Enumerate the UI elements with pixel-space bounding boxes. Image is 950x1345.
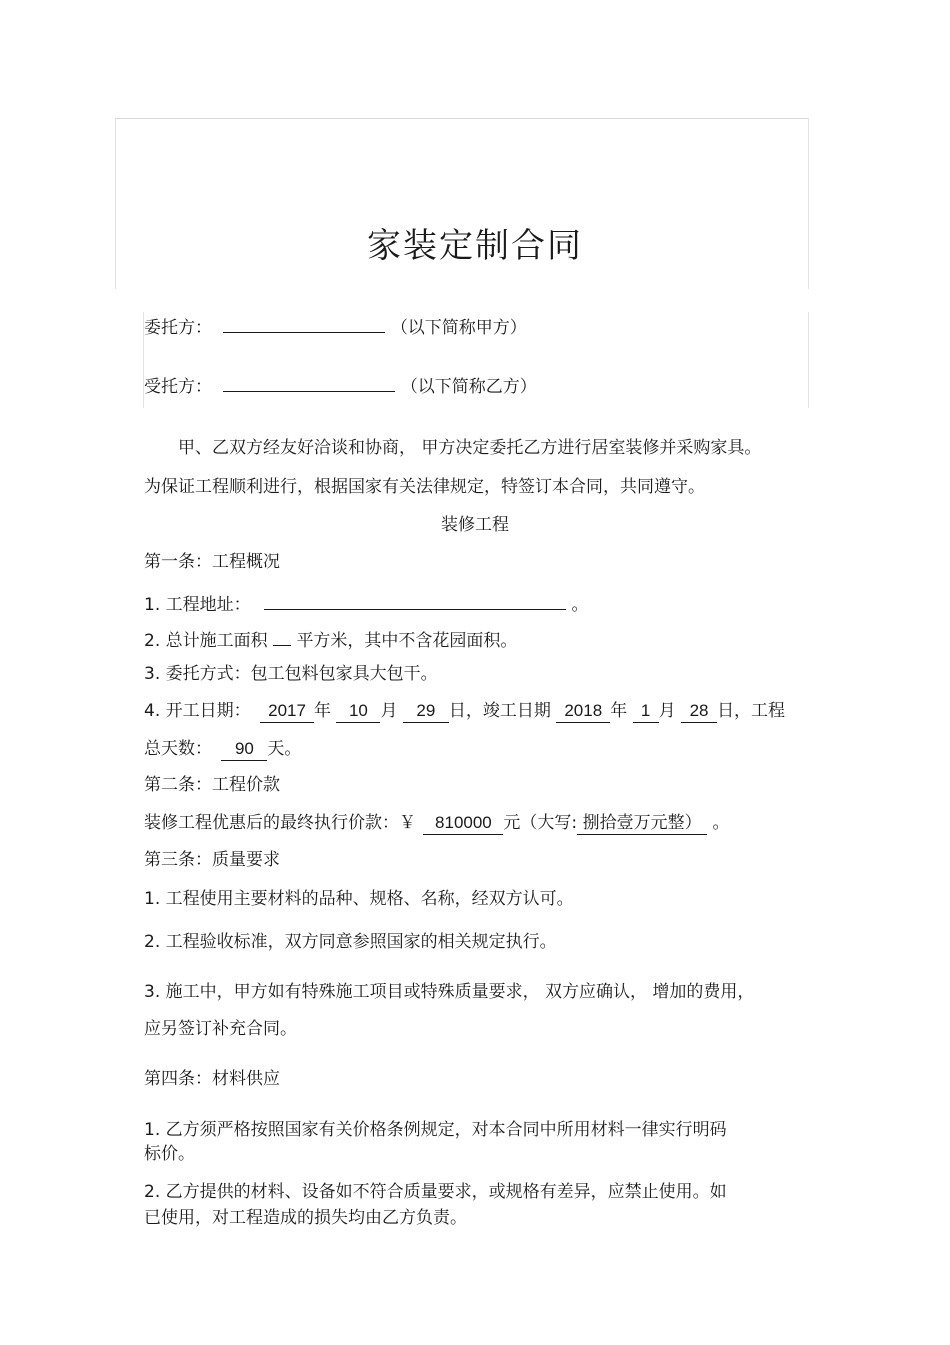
client-suffix: （以下简称甲方）: [390, 318, 527, 338]
end-tail: 日，工程: [717, 701, 786, 721]
article-3-item-2: 2. 工程验收标准，双方同意参照国家的相关规定执行。: [144, 932, 557, 952]
contractor-suffix: （以下简称乙方）: [400, 377, 537, 397]
start-year-field[interactable]: 2017: [260, 700, 314, 723]
end-month-char: 月: [658, 701, 676, 721]
article-1-item-2: [144, 625, 517, 653]
start-year-char: 年: [314, 701, 332, 721]
total-days-unit: 天。: [267, 739, 302, 759]
page-title: 家装定制合同: [367, 226, 583, 266]
end-month-field[interactable]: 1: [633, 700, 659, 723]
start-month-field[interactable]: 10: [336, 700, 380, 723]
end-year-field[interactable]: 2018: [556, 700, 610, 723]
price-words-field[interactable]: 捌拾壹万元整）: [577, 812, 707, 835]
start-day-field[interactable]: 29: [403, 700, 449, 723]
contractor-label: 受托方：: [144, 377, 212, 397]
article-1-item-3: 3. 委托方式：包工包料包家具大包干。: [144, 664, 438, 684]
address-label: 1. 工程地址：: [144, 595, 251, 615]
price-line: [144, 811, 730, 835]
article-1-item-4: [144, 699, 785, 723]
client-line: [144, 312, 527, 340]
end-year-char: 年: [610, 701, 628, 721]
article-3-item-3-line-2: 应另签订补充合同。: [144, 1019, 297, 1039]
article-2-heading: 第二条：工程价款: [144, 775, 280, 795]
start-month-char: 月: [380, 701, 398, 721]
article-1-item-1: [144, 589, 588, 617]
article-3-item-1: 1. 工程使用主要材料的品种、规格、名称，经双方认可。: [144, 889, 574, 909]
price-label: 装修工程优惠后的最终执行价款：￥: [144, 813, 416, 833]
end-day-field[interactable]: 28: [681, 700, 717, 723]
client-label: 委托方：: [144, 318, 212, 338]
completion-date-label: 日，竣工日期: [448, 701, 551, 721]
section-heading: 装修工程: [441, 515, 509, 535]
area-suffix: 平方米，其中不含花园面积。: [296, 631, 518, 651]
intro-line-2: 为保证工程顺利进行，根据国家有关法律规定，特签订本合同，共同遵守。: [144, 477, 705, 497]
article-4-item-2-line-1: 2. 乙方提供的材料、设备如不符合质量要求，或规格有差异，应禁止使用。如: [144, 1182, 727, 1202]
article-1-heading: 第一条：工程概况: [144, 552, 280, 572]
area-field[interactable]: [273, 625, 291, 646]
article-4-item-1-line-1: 1. 乙方须严格按照国家有关价格条例规定，对本合同中所用材料一律实行明码: [144, 1120, 727, 1140]
article-3-item-3-line-1: 3. 施工中，甲方如有特殊施工项目或特殊质量要求， 双方应确认， 增加的费用，: [144, 982, 755, 1002]
contractor-line: [144, 371, 537, 399]
total-days-label: 总天数：: [144, 739, 212, 759]
price-value-field[interactable]: 810000: [423, 812, 503, 835]
total-days-field[interactable]: 90: [221, 738, 267, 761]
price-mid: 元（大写:: [503, 813, 578, 833]
article-3-heading: 第三条：质量要求: [144, 850, 280, 870]
contractor-name-field[interactable]: [223, 371, 395, 392]
client-name-field[interactable]: [223, 312, 385, 333]
article-4-item-1-line-2: 标价。: [144, 1144, 195, 1164]
intro-line-1: 甲、乙双方经友好洽谈和协商， 甲方决定委托乙方进行居室装修并采购家具。: [178, 438, 762, 458]
price-end: 。: [707, 813, 730, 833]
article-4-item-2-line-2: 已使用，对工程造成的损失均由乙方负责。: [144, 1208, 467, 1228]
area-prefix: 2. 总计施工面积: [144, 631, 274, 651]
address-end: 。: [571, 595, 589, 615]
address-field[interactable]: [264, 589, 566, 610]
start-date-label: 4. 开工日期：: [144, 701, 251, 721]
article-4-heading: 第四条：材料供应: [144, 1069, 280, 1089]
total-days-line: [144, 737, 301, 761]
